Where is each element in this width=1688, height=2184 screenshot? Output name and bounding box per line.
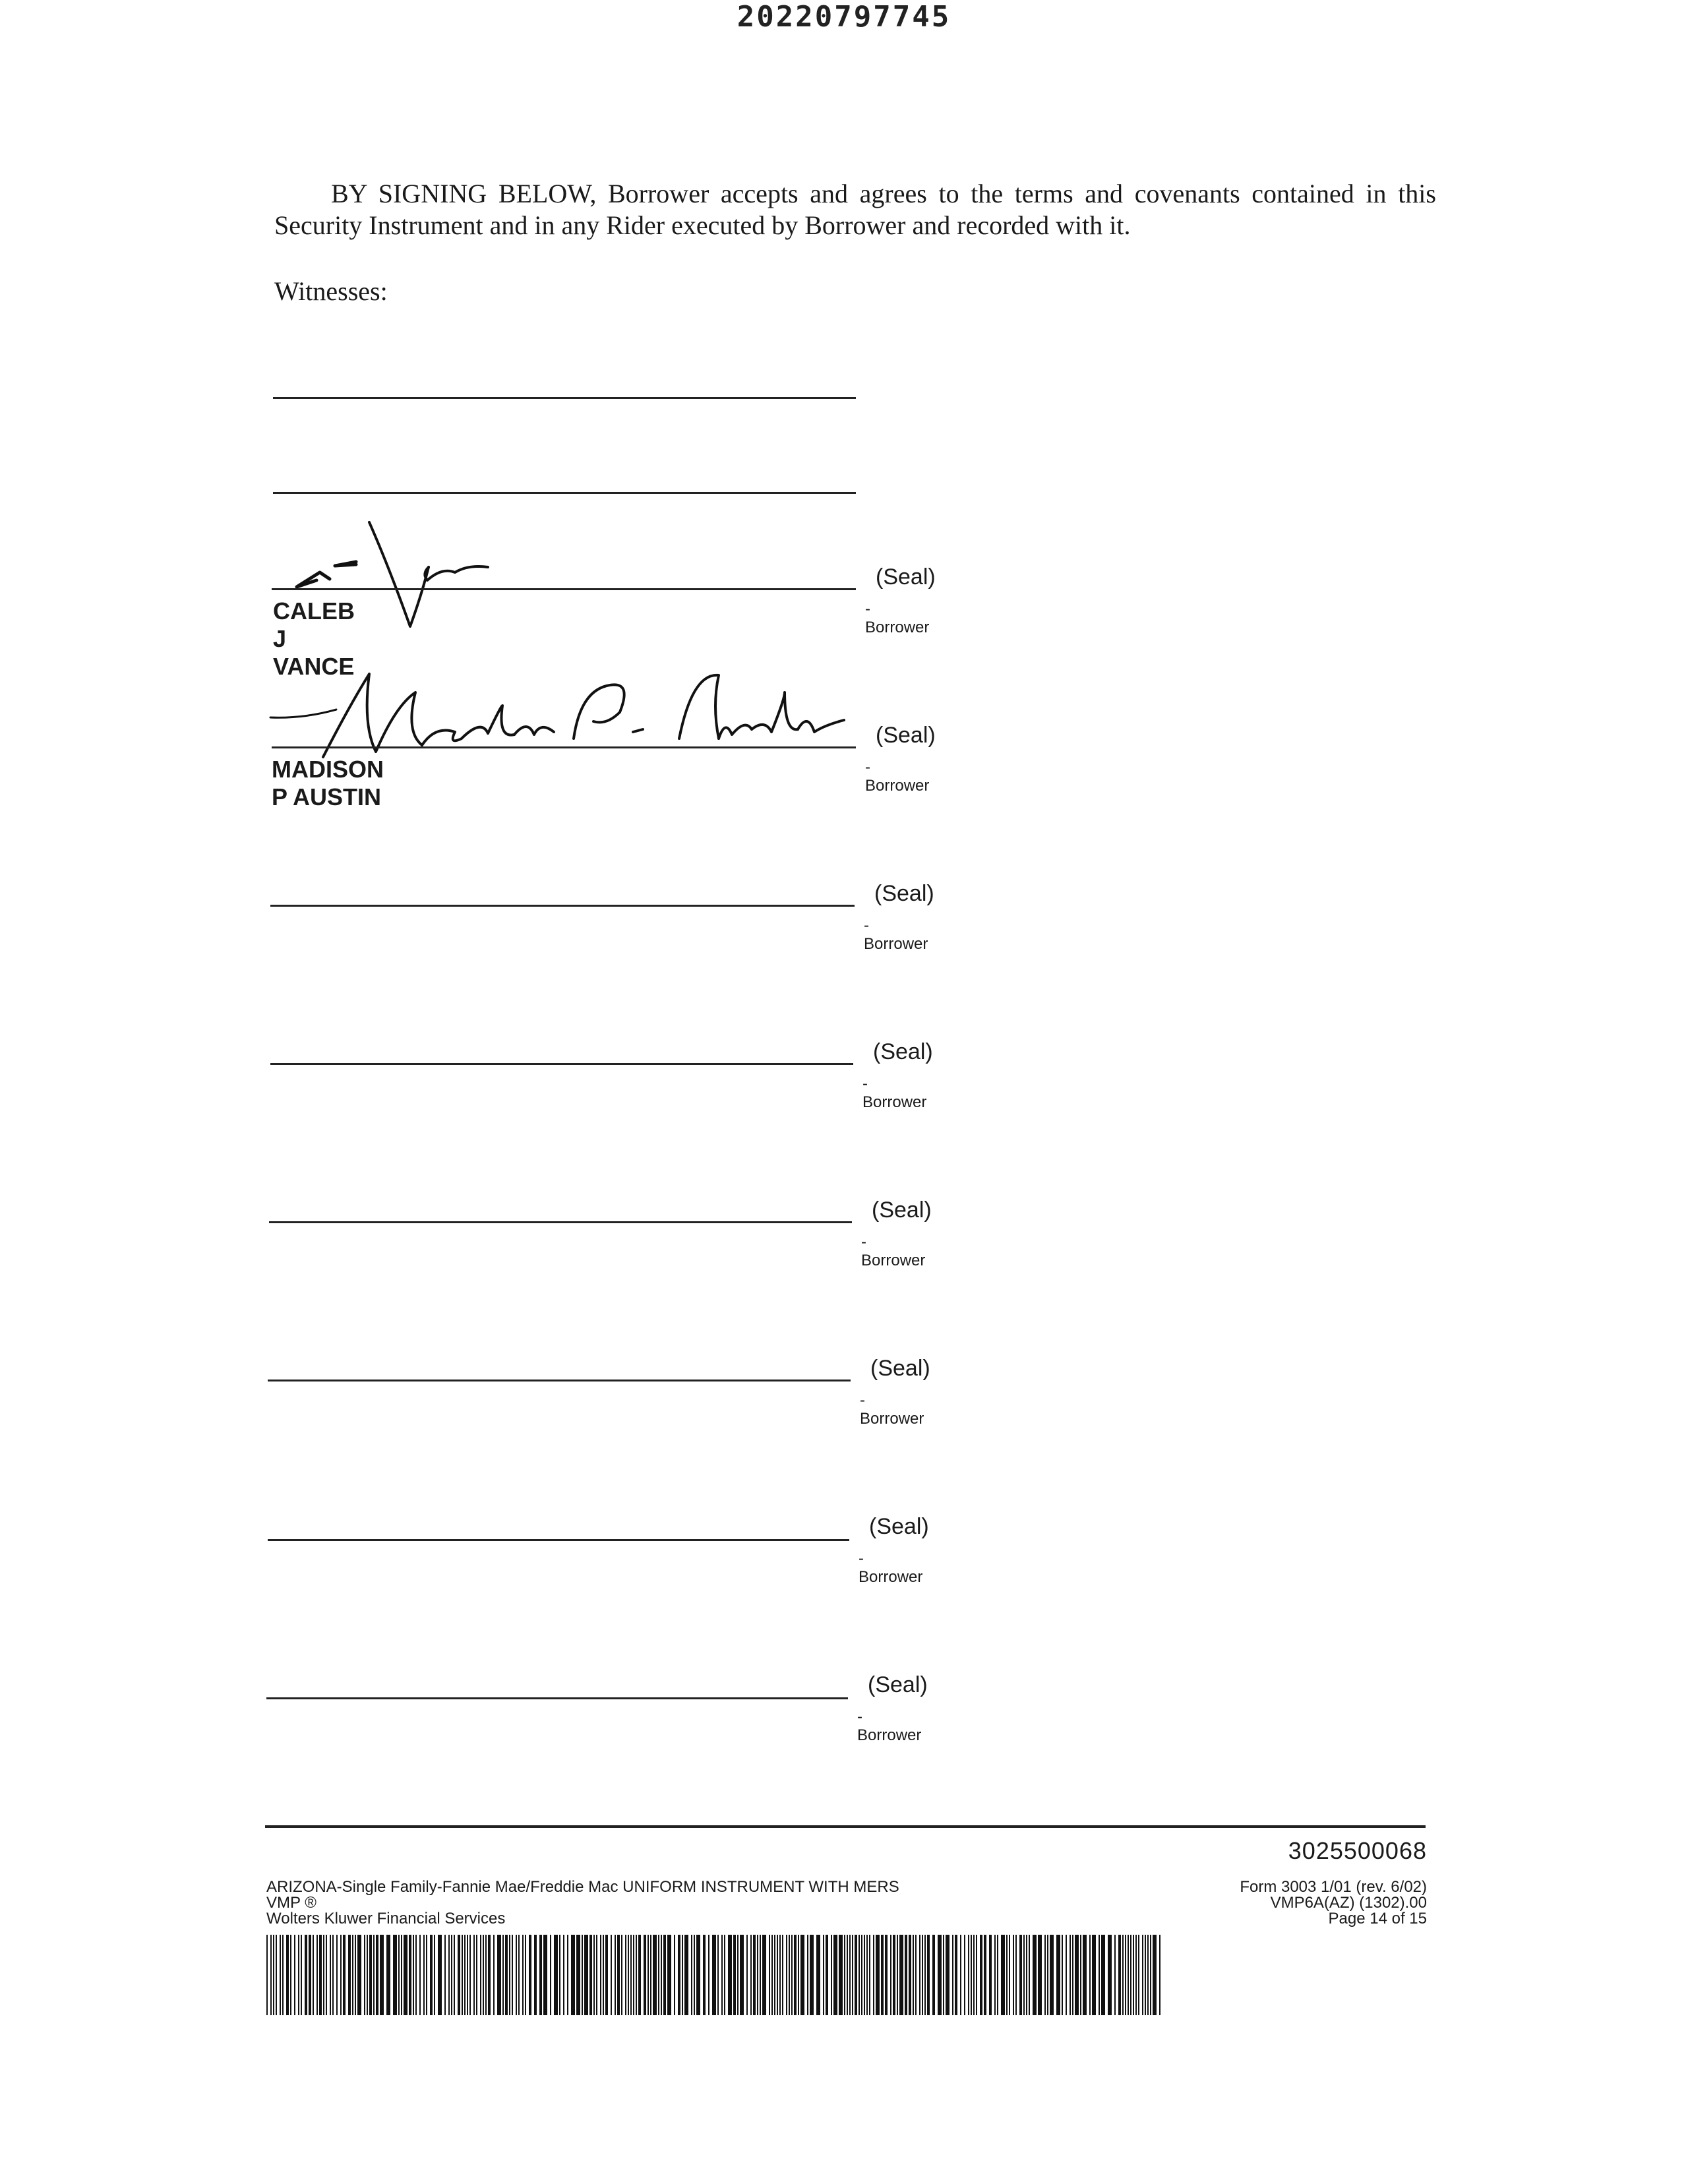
- borrower-role-label: -Borrower: [864, 917, 928, 953]
- barcode-bar: [534, 1935, 537, 2015]
- barcode-bar: [1056, 1935, 1060, 2015]
- barcode-bar: [1150, 1935, 1151, 2015]
- barcode-bar: [881, 1935, 884, 2015]
- barcode-bar: [509, 1935, 510, 2015]
- barcode-bar: [464, 1935, 466, 2015]
- barcode-bar: [451, 1935, 452, 2015]
- barcode-bar: [352, 1935, 353, 2015]
- barcode-bar: [332, 1935, 334, 2015]
- barcode-bar: [678, 1935, 680, 2015]
- barcode-bar: [873, 1935, 874, 2015]
- barcode-bar: [543, 1935, 547, 2015]
- borrower-role-label: -Borrower: [857, 1708, 922, 1744]
- barcode-bar: [576, 1935, 580, 2015]
- barcode-bar: [633, 1935, 634, 2015]
- barcode-bar: [1033, 1935, 1037, 2015]
- recording-number: 20220797745: [737, 0, 951, 34]
- barcode-bar: [847, 1935, 848, 2015]
- barcode-bar: [696, 1935, 700, 2015]
- barcode-bar: [636, 1935, 637, 2015]
- barcode-bar: [980, 1935, 982, 2015]
- barcode-bar: [1118, 1935, 1121, 2015]
- barcode-bar: [276, 1935, 277, 2015]
- barcode-bar: [724, 1935, 725, 2015]
- barcode-bar: [1080, 1935, 1081, 2015]
- barcode-bar: [483, 1935, 484, 2015]
- barcode-bar: [653, 1935, 657, 2015]
- barcode-bar: [512, 1935, 513, 2015]
- barcode-bar: [266, 1935, 268, 2015]
- barcode-bar: [1044, 1935, 1046, 2015]
- borrower-role-label: -Borrower: [859, 1550, 923, 1586]
- barcode-bar: [380, 1935, 384, 2015]
- barcode-bar: [658, 1935, 659, 2015]
- barcode-bar: [682, 1935, 683, 2015]
- barcode-bar: [791, 1935, 793, 2015]
- barcode-bar: [476, 1935, 477, 2015]
- barcode-bar: [794, 1935, 797, 2015]
- barcode-bar: [648, 1935, 649, 2015]
- barcode-bar: [946, 1935, 950, 2015]
- borrower-role-label: -Borrower: [865, 600, 930, 636]
- barcode-bar: [1125, 1935, 1126, 2015]
- barcode-bar: [823, 1935, 824, 2015]
- borrower-role-label: -Borrower: [865, 758, 930, 795]
- seal-label: (Seal): [872, 1198, 932, 1223]
- barcode-bar: [393, 1935, 397, 2015]
- barcode-bar: [955, 1935, 957, 2015]
- barcode-bar: [630, 1935, 632, 2015]
- barcode-bar: [376, 1935, 378, 2015]
- barcode-bar: [605, 1935, 608, 2015]
- barcode-bar: [502, 1935, 504, 2015]
- barcode-bar: [518, 1935, 520, 2015]
- seal-label: (Seal): [870, 1356, 930, 1381]
- barcode-bar: [413, 1935, 414, 2015]
- barcode-bar: [582, 1935, 583, 2015]
- barcode-bar: [444, 1935, 446, 2015]
- barcode-bar: [750, 1935, 752, 2015]
- barcode-bar: [712, 1935, 716, 2015]
- barcode-bar: [617, 1935, 620, 2015]
- barcode-bar: [589, 1935, 592, 2015]
- barcode-bar: [876, 1935, 880, 2015]
- barcode-bar: [774, 1935, 775, 2015]
- borrower-signature-line: [272, 746, 856, 748]
- barcode-bar: [280, 1935, 281, 2015]
- barcode-bar: [1026, 1935, 1027, 2015]
- barcode-bar: [997, 1935, 998, 2015]
- barcode-bar: [849, 1935, 851, 2015]
- barcode-bar: [826, 1935, 828, 2015]
- barcode-bar: [644, 1935, 646, 2015]
- barcode-bar: [864, 1935, 865, 2015]
- barcode-bar: [1114, 1935, 1116, 2015]
- barcode-bar: [286, 1935, 289, 2015]
- barcode-bar: [737, 1935, 738, 2015]
- seal-label: (Seal): [876, 564, 936, 590]
- barcode-bar: [859, 1935, 860, 2015]
- barcode-bar: [462, 1935, 463, 2015]
- barcode-bar: [638, 1935, 641, 2015]
- borrower-signature-line: [268, 1539, 849, 1541]
- barcode-bar: [603, 1935, 604, 2015]
- barcode-bar: [1009, 1935, 1010, 2015]
- barcode-bar: [600, 1935, 601, 2015]
- barcode-bar: [952, 1935, 953, 2015]
- barcode-bar: [1066, 1935, 1067, 2015]
- barcode-bar: [769, 1935, 770, 2015]
- barcode-bar: [426, 1935, 427, 2015]
- barcode-bar: [485, 1935, 487, 2015]
- witness-signature-line-2: [273, 492, 856, 494]
- barcode-bar: [1062, 1935, 1063, 2015]
- barcode-bar: [563, 1935, 564, 2015]
- handwritten-signature-madison: [264, 666, 857, 765]
- barcode-bar: [1142, 1935, 1143, 2015]
- barcode-bar: [529, 1935, 531, 2015]
- barcode-bar: [1108, 1935, 1112, 2015]
- barcode-bar: [869, 1935, 870, 2015]
- barcode-bar: [807, 1935, 808, 2015]
- barcode-bar: [943, 1935, 944, 2015]
- barcode-bar: [1006, 1935, 1008, 2015]
- witness-signature-line-1: [273, 397, 856, 399]
- barcode-bar: [336, 1935, 338, 2015]
- barcode-bar: [1135, 1935, 1137, 2015]
- barcode-bar: [1089, 1935, 1091, 2015]
- barcode-bar: [488, 1935, 491, 2015]
- footer-divider: [265, 1825, 1426, 1828]
- borrower-signature-line: [270, 1063, 853, 1065]
- barcode-bar: [976, 1935, 977, 2015]
- form-number: Form 3003 1/01 (rev. 6/02): [1240, 1878, 1427, 1896]
- barcode-bar: [919, 1935, 920, 2015]
- barcode-bar: [728, 1935, 732, 2015]
- barcode-bar: [1075, 1935, 1079, 2015]
- borrower-name: MADISON P AUSTIN: [272, 756, 384, 810]
- barcode-bar: [469, 1935, 471, 2015]
- barcode-bar: [897, 1935, 898, 2015]
- barcode-bar: [386, 1935, 390, 2015]
- barcode-bar: [866, 1935, 868, 2015]
- barcode-bar: [650, 1935, 651, 2015]
- barcode-bar: [661, 1935, 662, 2015]
- barcode-bar: [782, 1935, 783, 2015]
- barcode-bar: [1145, 1935, 1146, 2015]
- barcode-bar: [1159, 1935, 1160, 2015]
- barcode-bar: [628, 1935, 629, 2015]
- barcode-bar: [1001, 1935, 1005, 2015]
- barcode-bar: [497, 1935, 501, 2015]
- barcode-bar: [448, 1935, 450, 2015]
- barcode-bar: [989, 1935, 992, 2015]
- loan-number: 3025500068: [1288, 1837, 1427, 1864]
- barcode-bar: [915, 1935, 917, 2015]
- barcode-bar: [1019, 1935, 1022, 2015]
- barcode-bar: [1038, 1935, 1042, 2015]
- borrower-role-label: -Borrower: [860, 1391, 924, 1428]
- barcode-bar: [1050, 1935, 1054, 2015]
- barcode-bar: [971, 1935, 972, 2015]
- barcode-bar: [480, 1935, 481, 2015]
- barcode-bar: [909, 1935, 911, 2015]
- barcode-bar: [913, 1935, 914, 2015]
- barcode-bar: [1047, 1935, 1048, 2015]
- borrower-signature-line: [272, 588, 856, 590]
- barcode-bar: [313, 1935, 314, 2015]
- page-indicator: Page 14 of 15: [1328, 1910, 1427, 1927]
- form-code: VMP6A(AZ) (1302).00: [1270, 1894, 1427, 1912]
- barcode-bar: [330, 1935, 331, 2015]
- publisher-name: Wolters Kluwer Financial Services: [266, 1910, 506, 1927]
- barcode-bar: [319, 1935, 322, 2015]
- barcode-bar: [893, 1935, 895, 2015]
- barcode-bar: [694, 1935, 695, 2015]
- barcode-bar: [301, 1935, 302, 2015]
- barcode-bar: [968, 1935, 969, 2015]
- barcode-bar: [355, 1935, 356, 2015]
- barcode-bar: [753, 1935, 756, 2015]
- barcode-bar: [567, 1935, 568, 2015]
- barcode-bar: [708, 1935, 709, 2015]
- barcode-bar: [621, 1935, 622, 2015]
- barcode-bar: [721, 1935, 723, 2015]
- seal-label: (Seal): [876, 723, 936, 748]
- seal-label: (Seal): [868, 1672, 928, 1697]
- barcode-bar: [409, 1935, 411, 2015]
- barcode-bar: [740, 1935, 744, 2015]
- signing-statement: BY SIGNING BELOW, Borrower accepts and agrees to the terms and covenants contained in this Security Instrument and in any Rider executed by Borrower and recorded with it.: [274, 179, 1436, 240]
- barcode-bar: [298, 1935, 299, 2015]
- barcode-bar: [667, 1935, 671, 2015]
- seal-label: (Seal): [874, 881, 934, 906]
- barcode-bar: [458, 1935, 460, 2015]
- barcode-bar: [571, 1935, 575, 2015]
- barcode-bar: [401, 1935, 402, 2015]
- barcode-bar: [364, 1935, 365, 2015]
- barcode-bar: [861, 1935, 862, 2015]
- barcode-bar: [800, 1935, 804, 2015]
- barcode-bar: [684, 1935, 688, 2015]
- barcode-bar: [1013, 1935, 1014, 2015]
- barcode-bar: [757, 1935, 758, 2015]
- barcode-bar: [473, 1935, 475, 2015]
- barcode-bar: [290, 1935, 291, 2015]
- barcode-bar: [316, 1935, 318, 2015]
- barcode-bar: [419, 1935, 421, 2015]
- barcode-bar: [1070, 1935, 1071, 2015]
- barcode-bar: [340, 1935, 342, 2015]
- barcode-bar: [674, 1935, 675, 2015]
- barcode-bar: [717, 1935, 719, 2015]
- barcode-bar: [559, 1935, 560, 2015]
- barcode-bar: [516, 1935, 517, 2015]
- barcode-bar: [844, 1935, 845, 2015]
- barcode-bar: [1128, 1935, 1129, 2015]
- seal-label: (Seal): [873, 1039, 933, 1064]
- barcode-bar: [1083, 1935, 1087, 2015]
- barcode-bar: [831, 1935, 832, 2015]
- vmp-mark: VMP ®: [266, 1894, 316, 1912]
- barcode-bar: [922, 1935, 923, 2015]
- barcode-bar: [798, 1935, 799, 2015]
- barcode-bar: [1101, 1935, 1105, 2015]
- barcode-bar: [810, 1935, 814, 2015]
- barcode-bar: [852, 1935, 853, 2015]
- barcode-bar: [584, 1935, 588, 2015]
- barcode-bar: [282, 1935, 284, 2015]
- barcode-bar: [593, 1935, 595, 2015]
- barcode-bar: [305, 1935, 307, 2015]
- barcode-bar: [326, 1935, 327, 2015]
- barcode-bar: [550, 1935, 551, 2015]
- barcode-bar: [615, 1935, 616, 2015]
- barcode-bar: [273, 1935, 274, 2015]
- barcode-bar: [625, 1935, 626, 2015]
- form-title: ARIZONA-Single Family-Fannie Mae/Freddie Mac UNIFORM INSTRUMENT WITH MERS: [266, 1878, 899, 1896]
- barcode-bar: [415, 1935, 417, 2015]
- barcode-bar: [779, 1935, 781, 2015]
- seal-label: (Seal): [869, 1514, 929, 1539]
- barcode-bar: [270, 1935, 272, 2015]
- barcode-bar: [771, 1935, 773, 2015]
- barcode-bar: [1147, 1935, 1149, 2015]
- barcode-bar: [454, 1935, 455, 2015]
- barcode-bar: [423, 1935, 425, 2015]
- barcode-bar: [434, 1935, 435, 2015]
- barcode-bar: [611, 1935, 612, 2015]
- barcode-bar: [367, 1935, 368, 2015]
- barcode-bar: [294, 1935, 295, 2015]
- barcode-bar: [890, 1935, 891, 2015]
- barcode-bar: [932, 1935, 935, 2015]
- barcode-bar: [899, 1935, 903, 2015]
- barcode: [266, 1935, 1163, 2015]
- barcode-bar: [885, 1935, 888, 2015]
- barcode-bar: [404, 1935, 407, 2015]
- barcode-bar: [525, 1935, 526, 2015]
- barcode-bar: [348, 1935, 351, 2015]
- barcode-bar: [905, 1935, 907, 2015]
- barcode-bar: [855, 1935, 857, 2015]
- borrower-role-label: -Borrower: [861, 1233, 926, 1269]
- barcode-bar: [430, 1935, 433, 2015]
- barcode-bar: [323, 1935, 324, 2015]
- barcode-bar: [467, 1935, 468, 2015]
- barcode-bar: [438, 1935, 442, 2015]
- witnesses-label: Witnesses:: [274, 276, 388, 306]
- barcode-bar: [369, 1935, 372, 2015]
- barcode-bar: [1092, 1935, 1096, 2015]
- barcode-bar: [309, 1935, 311, 2015]
- barcode-bar: [1015, 1935, 1017, 2015]
- barcode-bar: [373, 1935, 375, 2015]
- barcode-bar: [1153, 1935, 1157, 2015]
- borrower-signature-line: [269, 1221, 852, 1223]
- barcode-bar: [746, 1935, 748, 2015]
- barcode-bar: [1130, 1935, 1131, 2015]
- barcode-bar: [505, 1935, 508, 2015]
- barcode-bar: [973, 1935, 975, 2015]
- barcode-bar: [777, 1935, 778, 2015]
- borrower-signature-line: [270, 905, 855, 907]
- barcode-bar: [733, 1935, 736, 2015]
- barcode-bar: [839, 1935, 843, 2015]
- barcode-bar: [596, 1935, 597, 2015]
- barcode-bar: [1029, 1935, 1030, 2015]
- barcode-bar: [762, 1935, 766, 2015]
- barcode-bar: [964, 1935, 965, 2015]
- barcode-bar: [1099, 1935, 1100, 2015]
- borrower-role-label: -Borrower: [862, 1075, 927, 1111]
- barcode-bar: [691, 1935, 692, 2015]
- barcode-bar: [398, 1935, 400, 2015]
- barcode-bar: [938, 1935, 942, 2015]
- barcode-bar: [994, 1935, 996, 2015]
- borrower-name: CALEB J VANCE: [273, 597, 355, 680]
- barcode-bar: [554, 1935, 558, 2015]
- borrower-signature-line: [266, 1697, 848, 1699]
- barcode-bar: [924, 1935, 926, 2015]
- barcode-bar: [1072, 1935, 1073, 2015]
- barcode-bar: [786, 1935, 787, 2015]
- barcode-bar: [1023, 1935, 1025, 2015]
- barcode-bar: [703, 1935, 706, 2015]
- borrower-signature-line: [268, 1380, 851, 1381]
- barcode-bar: [816, 1935, 820, 2015]
- barcode-bar: [760, 1935, 761, 2015]
- barcode-bar: [493, 1935, 495, 2015]
- barcode-bar: [789, 1935, 790, 2015]
- barcode-bar: [984, 1935, 986, 2015]
- barcode-bar: [357, 1935, 361, 2015]
- barcode-bar: [343, 1935, 346, 2015]
- barcode-bar: [833, 1935, 837, 2015]
- barcode-bar: [927, 1935, 930, 2015]
- barcode-bar: [663, 1935, 666, 2015]
- barcode-bar: [522, 1935, 524, 2015]
- barcode-bar: [960, 1935, 961, 2015]
- barcode-bar: [1122, 1935, 1124, 2015]
- barcode-bar: [1133, 1935, 1134, 2015]
- barcode-bar: [1138, 1935, 1139, 2015]
- barcode-bar: [539, 1935, 542, 2015]
